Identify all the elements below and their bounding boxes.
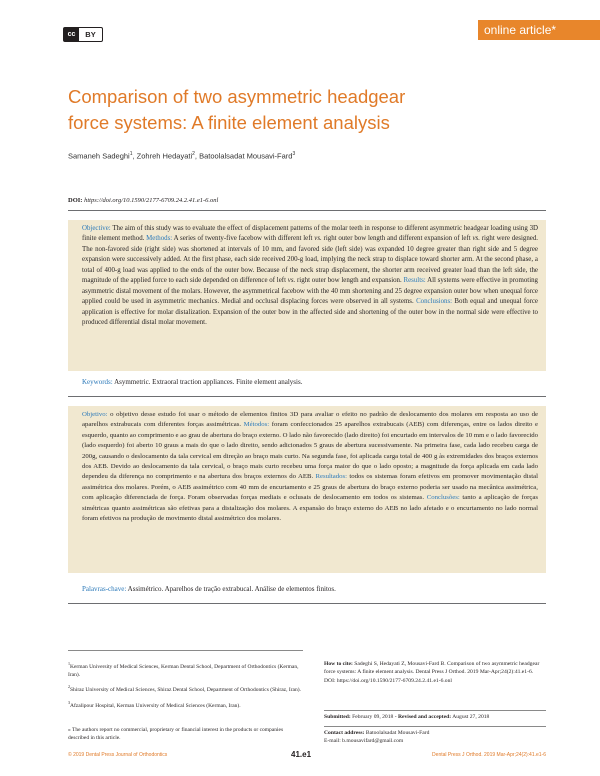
abstract-segment: A series of twenty-five facebow with different left (172, 235, 315, 243)
resumo-segment: tanto a aplicação de forças simétricas quanto assimétricas são efetivas para a distalização dos molares. A expansão do braço externo do AEB no lado afetado e o encurtamento no lado normal foram efetivos na produção de movimento distal assimétrico dos molares. (82, 494, 538, 523)
title-line-2: force systems: A finite element analysis (68, 112, 390, 133)
accepted-date: August 27, 2018 (451, 714, 490, 720)
section-divider (68, 396, 546, 397)
contact-email[interactable]: E-mail: b.mousavifard@gmail.com (324, 738, 404, 745)
abstract-segment: right were designed. The non-favored side (right side) was shortened at intervals of 10 mm, and favored side (left side) was expanded 10 degree greater than right side and 5 degree expansion were successively added. At the first phase, each side received 200-g load, implying the neck strap to displace toward shorter arm. At the second phase, a total of 400-g load was applied to the ends of the outer bow. Because of the neck strap displacement, the shorter arm received greater load than the left side, the magnitude of the applied force to each side depended on difference of left (82, 235, 538, 285)
keywords-pt-text: Assimétrico. Aparelhos de tração extrabucal. Análise de elementos finitos. (126, 585, 336, 593)
keywords-label: Keywords: (82, 378, 113, 386)
author-list (68, 151, 295, 161)
footnote (68, 699, 303, 710)
citation-block (324, 660, 546, 685)
abstract-segment: right outer bow length and different expansion of left (321, 235, 473, 243)
doi-line (68, 197, 218, 204)
footnote (68, 660, 303, 679)
section-divider (68, 210, 546, 211)
conflict-statement: » The authors report no commercial, proprietary or financial interest in the products or companies described in this article. (68, 726, 284, 741)
abstract-segment: The aim of this study was to evaluate the effect of displacement patterns of the molar teeth in response to different asymmetric headgear loading using 3D finite element method. (82, 225, 538, 243)
resumo-segment: o objetivo desse estudo foi usar o método de elementos finitos 3D para avaliar o efeito no padrão de deslocamento dos molares em resposta ao uso de aparelhos extrabucais com diferentes forças assimétricas. (82, 411, 538, 429)
abstract-segment: All systems were effective in promoting asymmetric distal movement of the molars. However, the asymmetrical facebow with the 40 mm shortening and 25 degree expansion outer bow when unequal force applied could be used in asymmetric mechanics. Medial and occlusal displacing forces were observed in all systems. (82, 277, 539, 306)
footer-copyright: © 2019 Dental Press Journal of Orthodontics (68, 752, 168, 758)
abstract-heading: Results: (403, 277, 426, 285)
resumo-heading: Resultados: (315, 473, 348, 481)
footnote-number: 1 (68, 661, 70, 666)
author-name[interactable]: Samaneh Sadeghi (68, 151, 130, 161)
contact-divider (324, 726, 546, 727)
author-affiliation-sup: 3 (292, 151, 296, 157)
affiliations (68, 660, 303, 746)
submission-dates (324, 713, 546, 721)
footnote-text: Shiraz University of Medical Sciences, Shiraz Dental School, Department of Orthodontics (Shiraz, Iran). (70, 687, 301, 694)
contact-label: Contact address: (324, 730, 365, 736)
keywords-text: Asymmetric. Extraoral traction appliances. Finite element analysis. (112, 378, 303, 386)
abstract-heading: Conclusions: (416, 298, 453, 306)
footnote (68, 683, 303, 694)
abstract-segment: right outer bow length and expansion. (295, 277, 404, 285)
author-name[interactable]: Zohreh Hedayati (136, 151, 193, 161)
by-label: BY (85, 30, 96, 39)
section-divider (68, 603, 546, 604)
abstract-heading: Objective: (82, 225, 111, 232)
citation-label: How to cite: (324, 661, 353, 667)
footnote-text: Afzalipour Hospital, Kerman University of Medical Sciences (Kerman, Iran). (70, 702, 241, 709)
author-affiliation-sup: 1 (129, 151, 133, 157)
contact-name: Batoolalsadat Mousavi-Fard (364, 730, 430, 736)
doi-label: DOI: (68, 197, 83, 204)
footnote-number: 3 (68, 699, 70, 705)
keywords-pt-line (82, 585, 336, 593)
page-number: 41.e1 (291, 750, 312, 759)
submitted-date: February 09, 2018 - (350, 714, 398, 720)
abstract-english (82, 224, 538, 329)
footnote-text: Kerman University of Medical Sciences, Kerman Dental School, Department of Orthodontics (Kerman, Iran). (68, 663, 299, 679)
citation-divider (324, 710, 546, 711)
contact-block (324, 729, 546, 746)
author-name[interactable]: Batoolalsadat Mousavi-Fard (199, 151, 293, 161)
footnote-number: 2 (68, 684, 70, 690)
abstract-segment: vs. (287, 277, 296, 285)
abstract-heading: Methods: (146, 235, 173, 243)
accepted-label: Revised and accepted: (397, 714, 452, 720)
resumo-heading: Conclusões: (426, 494, 460, 502)
submitted-label: Submitted: (324, 714, 351, 720)
resumo-segment: todos os sistemas foram efetivos em promover movimentação distal assimétrica dos molares. Porém, o AEB assimétrico com 40 mm de encurtamento e 25 graus de abertura do braço externo poderia ser usado na mecânica assimétrica, com aplicação diferenciada de força. Foram observadas forças mediais e oclusais de deslocamento em todos os sistemas. (82, 473, 538, 502)
citation-doi[interactable]: DOI: https://doi.org/10.1590/2177-6709.24.2.41.e1-6.onl (324, 677, 452, 684)
author-separator: , (132, 151, 137, 161)
keywords-line (82, 378, 302, 386)
cc-icon: cc (64, 28, 79, 41)
footnote (68, 726, 303, 743)
article-title (68, 84, 508, 136)
resumo-segment: foram confeccionados 25 aparelhos extrabucais (AEB) com diferenças, entre os lados direito e esquerdo, quanto ao comprimento e ao grau de abertura do braço externo. O lado não favorecido (lado direito) foi encurtado em intervalos de 10 mm e o lado favorecido (lado esquerdo) foi aberto 10 graus a mais do que o lado direito, sendo adicionados 5 graus de abertura sucessivamente. Na primeira fase, cada lado recebeu carga de 200g, causando o deslocamento da tala cervical em direção ao braço mais curto. Na segunda fase, foi aplicada carga total de 400 g às extremidades dos braços externos dos AEB. Devido ao deslocamento da tala cervical, o braço mais curto recebeu uma força maior do que o lado oposto; a magnitude da força aplicada em cada lado dependeu da diferença no comprimento e na abertura dos braços externos do AEB. (82, 421, 538, 481)
resumo-heading: Métodos: (243, 421, 270, 429)
citation-text: Sadeghi S, Hedayati Z, Mousavi-Fard B. Comparison of two asymmetric headgear force systems: A finite element analysis. Dental Press J Orthod. 2019 Mar-Apr;24(2):41.e1-6. (324, 661, 540, 676)
keywords-pt-label: Palavras-chave: (82, 585, 127, 593)
resumo-heading: Objetivo: (82, 411, 108, 418)
title-line-1: Comparison of two asymmetric headgear (68, 86, 406, 107)
cc-by-license-badge[interactable] (63, 27, 103, 42)
doi-link[interactable]: https://doi.org/10.1590/2177-6709.24.2.41.e1-6.onl (84, 197, 219, 204)
abstract-segment: vs. (314, 235, 322, 243)
author-separator: , (194, 151, 200, 161)
abstract-portuguese (82, 410, 538, 524)
footnote-divider (68, 650, 303, 651)
footer-journal-ref: Dental Press J Orthod. 2019 Mar-Apr;24(2):41.e1-6 (432, 752, 546, 758)
author-affiliation-sup: 2 (192, 151, 195, 157)
abstract-segment: vs. (472, 235, 480, 243)
abstract-segment: Both equal and unequal force application is effective for molar distalization. Expansion of the outer bow in the affected side and shortening of the outer bow in the normal side were effective to produced differential distal molar movement. (82, 298, 538, 327)
online-article-tag: online article* (478, 20, 600, 40)
